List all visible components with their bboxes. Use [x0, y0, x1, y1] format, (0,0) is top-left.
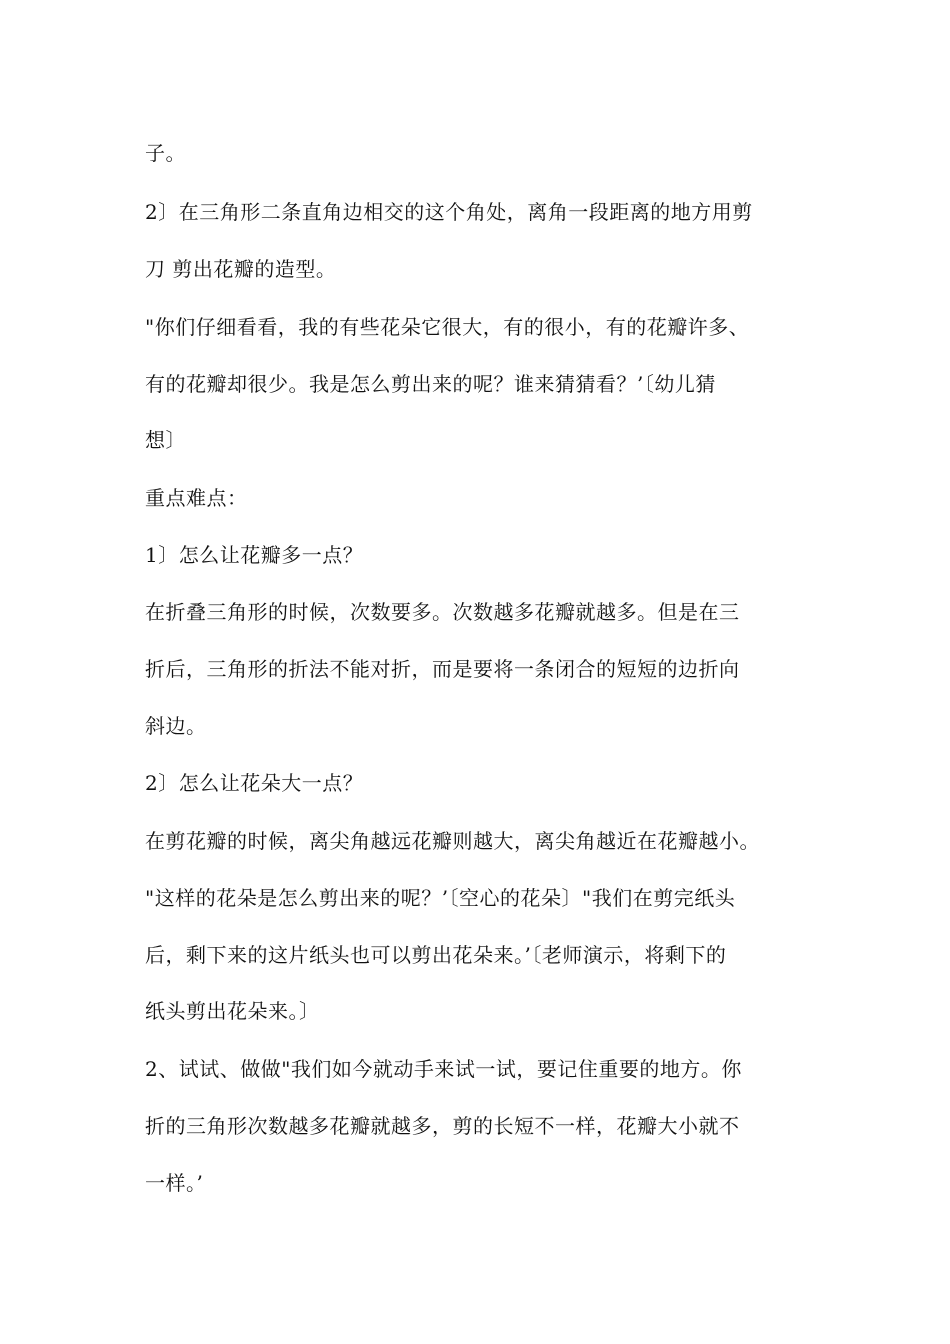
text-line: 一样。’: [145, 1171, 204, 1195]
text-line: 子。: [145, 141, 186, 165]
section-heading: 重点难点：: [145, 486, 248, 510]
text-line: 想〕: [145, 428, 186, 452]
text-line: 2、试试、做做"我们如今就动手来试一试，要记住重要的地方。你: [145, 1057, 742, 1081]
text-line: "你们仔细看看，我的有些花朵它很大，有的很小，有的花瓣许多、: [145, 315, 750, 339]
text-line: 折后，三角形的折法不能对折，而是要将一条闭合的短短的边折向: [145, 657, 740, 681]
text-line: 在剪花瓣的时候，离尖角越远花瓣则越大，离尖角越近在花瓣越小。: [145, 829, 760, 853]
text-line: "这样的花朵是怎么剪出来的呢？’〔空心的花朵〕"我们在剪完纸头: [145, 886, 736, 910]
text-line: 1〕怎么让花瓣多一点？: [145, 543, 364, 567]
text-line: 刀 剪出花瓣的造型。: [145, 257, 337, 281]
text-line: 2〕在三角形二条直角边相交的这个角处，离角一段距离的地方用剪: [145, 200, 753, 224]
text-line: 有的花瓣却很少。我是怎么剪出来的呢？谁来猜猜看？’〔幼儿猜: [145, 372, 716, 396]
text-line: 折的三角形次数越多花瓣就越多，剪的长短不一样，花瓣大小就不: [145, 1114, 740, 1138]
text-line: 2〕怎么让花朵大一点？: [145, 771, 364, 795]
text-line: 在折叠三角形的时候，次数要多。次数越多花瓣就越多。但是在三: [145, 600, 740, 624]
text-line: 纸头剪出花朵来。〕: [145, 999, 320, 1023]
text-line: 斜边。: [145, 714, 207, 738]
text-line: 后，剩下来的这片纸头也可以剪出花朵来。’〔老师演示，将剩下的: [145, 943, 727, 967]
